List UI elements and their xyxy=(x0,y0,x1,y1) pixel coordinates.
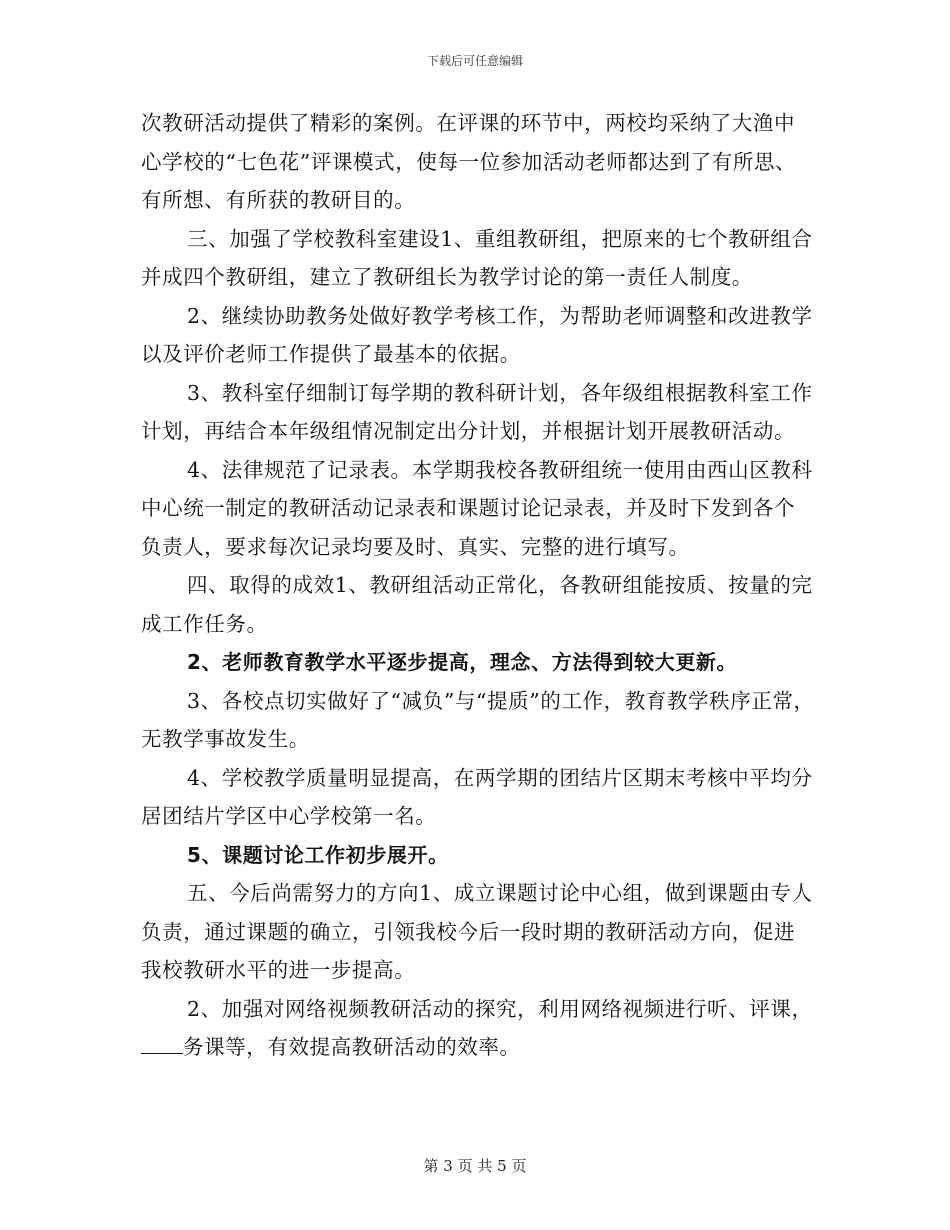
paragraph-section-five: 五、今后尚需努力的方向1、成立课题讨论中心组，做到课题由专人负责，通过课题的确立，引领我校今后一段时期的教研活动方向，促进我校教研水平的进一步提高。 xyxy=(141,881,813,982)
blank-underline xyxy=(141,1035,183,1054)
paragraph-record-forms: 4、法律规范了记录表。本学期我校各教研组统一使用由西山区教科中心统一制定的教研活动记录表和课题讨论记录表，并及时下发到各个负责人，要求每次记录均要及时、真实、完整的进行填写。 xyxy=(141,457,813,559)
paragraph-video-research-continued xyxy=(141,1028,816,1067)
paragraph-research-plan: 3、教科室仔细制订每学期的教科研计划，各年级组根据教科室工作计划，再结合本年级组情况制定出分计划，并根据计划开展教研活动。 xyxy=(141,380,813,443)
continued-text: 务课等，有效提高教研活动的效率。 xyxy=(183,1035,521,1059)
page-number: 第 3 页 共 5 页 xyxy=(423,1157,527,1175)
paragraph-teaching-level-heading: 2、老师教育教学水平逐步提高，理念、方法得到较大更新。 xyxy=(187,650,738,674)
paragraph-section-four: 四、取得的成效1、教研组活动正常化，各教研组能按质、按量的完成工作任务。 xyxy=(141,573,813,636)
document-body xyxy=(141,104,816,1067)
paragraph-topic-research-heading: 5、课题讨论工作初步展开。 xyxy=(187,842,449,867)
header-note: 下载后可任意编辑 xyxy=(426,54,523,68)
paragraph-quality-improvement: 4、学校教学质量明显提高，在两学期的团结片区期末考核中平均分居团结片学区中心学校第一名。 xyxy=(141,765,813,828)
paragraph-reduce-burden: 3、各校点切实做好了“减负”与“提质”的工作，教育教学秩序正常，无教学事故发生。 xyxy=(141,688,815,751)
paragraph-section-three: 三、加强了学校教科室建设1、重组教研组，把原来的七个教研组合并成四个教研组，建立了教研组长为教学讨论的第一责任人制度。 xyxy=(141,226,813,289)
paragraph-video-research: 2、加强对网络视频教研活动的探究，利用网络视频进行听、评课， xyxy=(187,996,813,1021)
paragraph-case-study: 次教研活动提供了精彩的案例。在评课的环节中，两校均采纳了大渔中心学校的“七色花”评课模式，使每一位参加活动老师都达到了有所思、有所想、有所获的教研目的。 xyxy=(141,111,797,212)
paragraph-assessment: 2、继续协助教务处做好教学考核工作，为帮助老师调整和改进教学以及评价老师工作提供了最基本的依据。 xyxy=(141,303,813,366)
